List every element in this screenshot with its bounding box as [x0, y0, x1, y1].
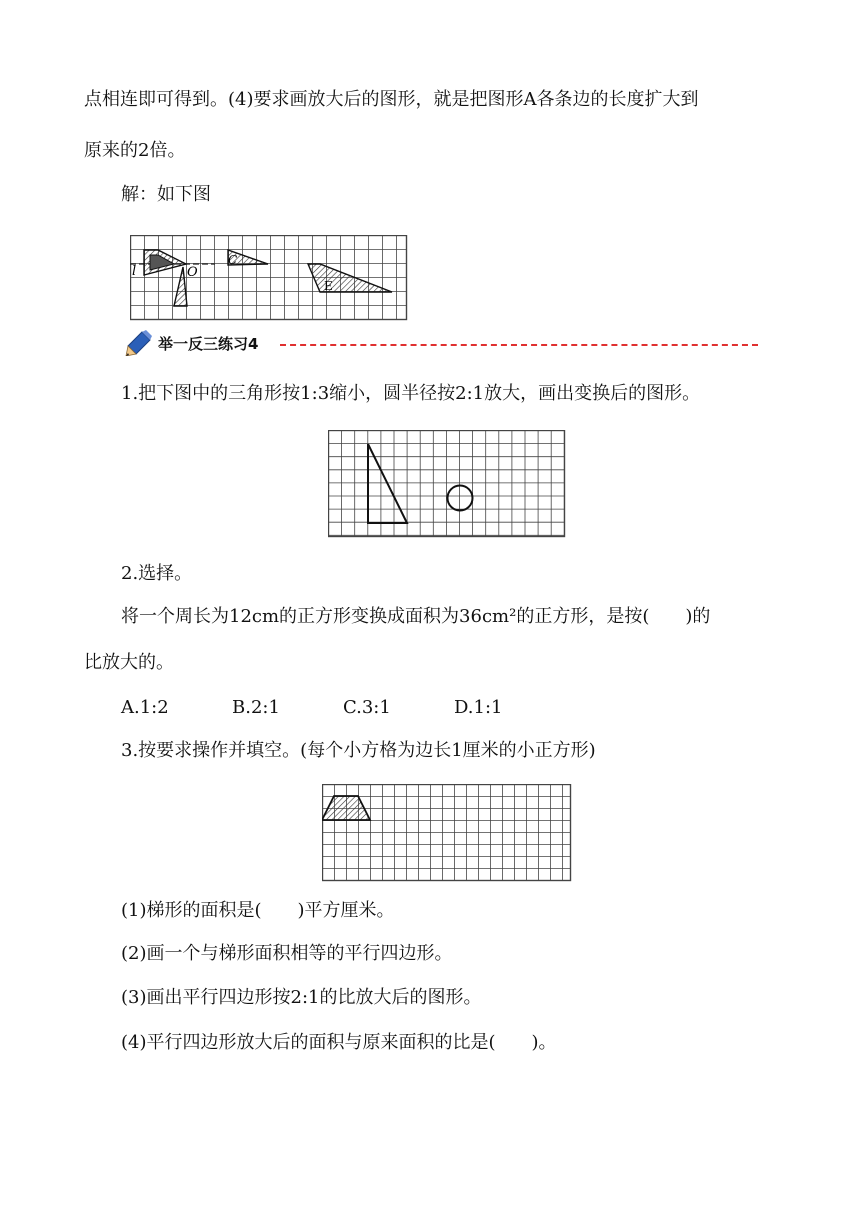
triangle-e: [308, 264, 392, 292]
q1-grid: [328, 430, 566, 538]
q3-text: 3.按要求操作并填空。(每个小方格为边长1厘米的小正方形): [121, 740, 596, 761]
q2-options: [121, 696, 790, 720]
q3-grid: [322, 784, 572, 882]
label-o: O: [187, 265, 198, 280]
answer-figure-grid: [130, 235, 408, 321]
q1-triangle: [368, 444, 407, 523]
q1-text: 1.把下图中的三角形按1:3缩小，圆半径按2:1放大，画出变换后的图形。: [121, 383, 701, 404]
section-divider: [280, 344, 758, 346]
label-c: C: [228, 253, 238, 267]
option-b: B.2:1: [232, 697, 280, 718]
q1-circle: [448, 486, 473, 511]
option-c: C.3:1: [343, 697, 391, 718]
q3-sub-1: (1)梯形的面积是( )平方厘米。: [121, 900, 395, 921]
option-d: D.1:1: [454, 697, 503, 718]
triangle-rotated: [174, 267, 187, 306]
option-a: A.1:2: [121, 697, 169, 718]
pencil-icon: [124, 330, 154, 356]
section-banner: [124, 330, 764, 358]
q3-sub-3: (3)画出平行四边形按2:1的比放大后的图形。: [121, 987, 482, 1008]
q3-trapezoid: [322, 796, 370, 820]
intro-line-2: 原来的2倍。: [84, 140, 186, 161]
section-title: 举一反三练习4: [158, 335, 259, 353]
q2-text-line-1: 将一个周长为12cm的正方形变换成面积为36cm²的正方形，是按( )的: [121, 606, 711, 627]
label-l: l: [132, 264, 137, 279]
label-e: E: [324, 279, 333, 293]
intro-line-1: 点相连即可得到。(4)要求画放大后的图形，就是把图形A各条边的长度扩大到: [84, 89, 699, 110]
q2-text-line-2: 比放大的。: [84, 652, 174, 673]
q2-heading: 2.选择。: [121, 563, 193, 584]
q3-sub-4: (4)平行四边形放大后的面积与原来面积的比是( )。: [121, 1032, 557, 1053]
q3-sub-2: (2)画一个与梯形面积相等的平行四边形。: [121, 943, 453, 964]
solution-label: 解：如下图: [121, 184, 211, 205]
